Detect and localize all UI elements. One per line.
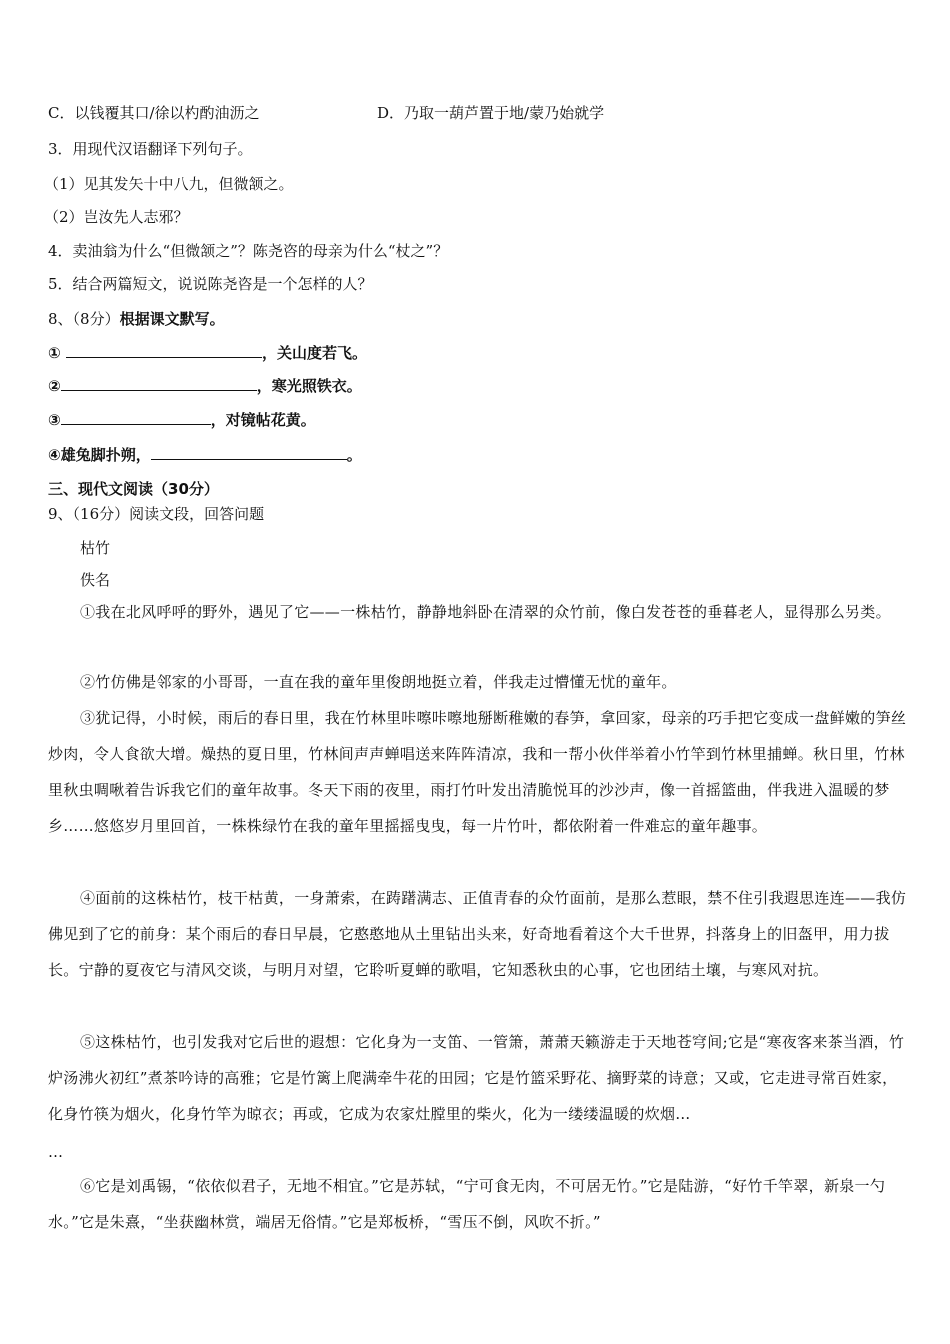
item-2-number: ② (48, 377, 61, 395)
dictation-heading-text: 根据课文默写。 (119, 310, 225, 328)
item-1-text: ，关山度若飞。 (261, 344, 367, 362)
question-3-1: （1）见其发矢十中八九，但微颔之。 (44, 175, 294, 193)
blank-3[interactable] (61, 410, 211, 425)
item-3-number: ③ (48, 411, 61, 429)
question-3-2: （2）岂汝先人志邪？ (44, 208, 189, 226)
dictation-item-4 (48, 444, 362, 465)
paragraph-6: ⑥它是刘禹锡，“依依似君子，无地不相宜。”它是苏轼，“宁可食无肉，不可居无竹。”它是陆游，“好竹千竿翠，新泉一勺水。”它是朱熹，“坐获幽林赏，端居无俗情。”它是郑板桥，“雪压不倒，风吹不折。” (48, 1177, 886, 1231)
paragraph-5-tail: … (48, 1143, 63, 1161)
paragraph-3: ③犹记得，小时候，雨后的春日里，我在竹林里咔嚓咔嚓地掰断稚嫩的春笋，拿回家，母亲的巧手把它变成一盘鲜嫩的笋丝炒肉，令人食欲大增。燥热的夏日里，竹林间声声蝉唱送来阵阵清凉，我和一帮小伙伴举着小竹竿到竹林里捕蝉。秋日里，竹林里秋虫啁啾着告诉我它们的童年故事。冬天下雨的夜里，雨打竹叶发出清脆悦耳的沙沙声，像一首摇篮曲，伴我进入温暖的梦乡……悠悠岁月里回首，一株株绿竹在我的童年里摇摇曳曳，每一片竹叶，都依附着一件难忘的童年趣事。 (48, 709, 907, 835)
dictation-item-2 (48, 375, 362, 396)
item-1-number: ① (48, 344, 61, 362)
section-3-title: 三、现代文阅读（30分） (48, 480, 219, 498)
paragraph-4: ④面前的这株枯竹，枝干枯黄，一身萧索，在踌躇满志、正值青春的众竹面前，是那么惹眼，禁不住引我遐思连连——我仿佛见到了它的前身：某个雨后的春日早晨，它憨憨地从土里钻出头来，好奇地看着这个大千世界，抖落身上的旧盔甲，用力拔长。宁静的夏夜它与清风交谈，与明月对望，它聆听夏蝉的歌唱，它知悉秋虫的心事，它也团结土壤，与寒风对抗。 (48, 889, 907, 979)
option-d: D．乃取一葫芦置于地/蒙乃始就学 (377, 104, 605, 122)
blank-1[interactable] (66, 343, 262, 358)
item-3-text: ，对镜帖花黄。 (210, 411, 316, 429)
article-title: 枯竹 (80, 539, 111, 557)
dictation-heading-num: 8、（8分） (48, 310, 120, 328)
option-c: C．以钱覆其口/徐以杓酌油沥之 (48, 104, 260, 122)
dictation-heading (48, 308, 225, 329)
article-author: 佚名 (80, 571, 111, 589)
question-9: 9、（16分）阅读文段，回答问题 (48, 505, 265, 523)
question-5: 5．结合两篇短文，说说陈尧咨是一个怎样的人？ (48, 275, 373, 293)
item-4-text: ④雄兔脚扑朔， (48, 446, 151, 464)
blank-2[interactable] (61, 376, 257, 391)
question-4: 4．卖油翁为什么“但微颔之”？陈尧咨的母亲为什么“杖之”？ (48, 242, 449, 260)
paragraph-1: ①我在北风呼呼的野外，遇见了它——一株枯竹，静静地斜卧在清翠的众竹前，像白发苍苍的垂暮老人，显得那么另类。 (80, 603, 891, 621)
dictation-item-3 (48, 409, 316, 430)
dictation-item-1 (48, 342, 367, 363)
item-4-end: 。 (346, 446, 362, 464)
item-2-text: ，寒光照铁衣。 (256, 377, 362, 395)
blank-4[interactable] (151, 445, 347, 460)
question-3: 3．用现代汉语翻译下列句子。 (48, 140, 253, 158)
paragraph-5: ⑤这株枯竹，也引发我对它后世的遐想：它化身为一支笛、一管箫，萧萧天籁游走于天地苍穹间;它是“寒夜客来茶当酒，竹炉汤沸火初红”煮茶吟诗的高雅；它是竹篱上爬满牵牛花的田园；它是竹篮采野花、摘野菜的诗意；又或，它走进寻常百姓家，化身竹筷为烟火，化身竹竿为晾衣；再或，它成为农家灶膛里的柴火，化为一缕缕温暖的炊烟… (48, 1033, 905, 1123)
paragraph-2: ②竹仿佛是邻家的小哥哥，一直在我的童年里俊朗地挺立着，伴我走过懵懂无忧的童年。 (80, 673, 677, 691)
